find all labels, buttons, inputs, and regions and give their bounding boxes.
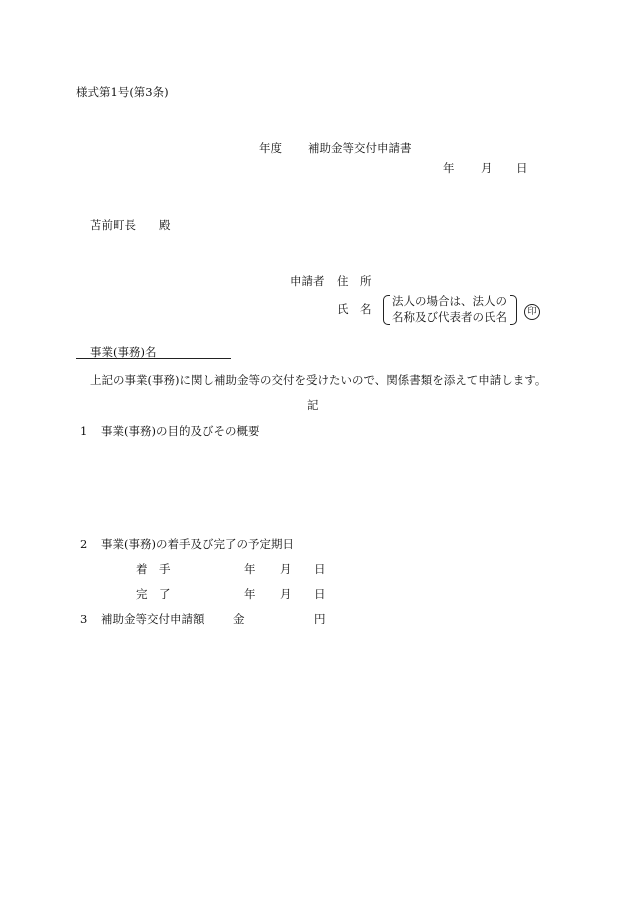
end-year: 年 — [244, 587, 256, 601]
ki-heading: 記 — [307, 398, 319, 412]
item1-label: 事業(事務)の目的及びその概要 — [101, 424, 260, 438]
start-label: 着 手 — [136, 562, 171, 576]
address-label: 住 所 — [337, 274, 372, 288]
name-label: 氏 名 — [337, 302, 372, 316]
date-day: 日 — [516, 161, 528, 175]
start-day: 日 — [314, 562, 326, 576]
item1-number: 1 — [80, 424, 88, 438]
document-title: 補助金等交付申請書 — [308, 141, 412, 155]
end-day: 日 — [314, 587, 326, 601]
request-text: 上記の事業(事務)に関し補助金等の交付を受けたいので、関係書類を添えて申請します。 — [90, 373, 547, 387]
addressee-honorific: 殿 — [159, 218, 171, 232]
corporate-note-line1: 法人の場合は、法人の — [392, 294, 507, 308]
addressee-name: 苫前町長 — [90, 218, 136, 232]
project-name-label: 事業(事務)名 — [90, 345, 157, 359]
start-month: 月 — [280, 562, 292, 576]
item2-label: 事業(事務)の着手及び完了の予定期日 — [101, 537, 294, 551]
item3-number: 3 — [80, 612, 88, 626]
seal-mark: 印 — [524, 304, 540, 320]
amount-prefix: 金 — [233, 612, 245, 626]
start-year: 年 — [244, 562, 256, 576]
left-bracket — [383, 295, 390, 325]
fiscal-year-label: 年度 — [259, 141, 282, 155]
item3-label: 補助金等交付申請額 — [101, 612, 205, 626]
end-label: 完 了 — [136, 587, 171, 601]
item2-number: 2 — [80, 537, 88, 551]
end-month: 月 — [280, 587, 292, 601]
form-number: 様式第1号(第3条) — [76, 85, 169, 99]
right-bracket — [510, 295, 517, 325]
corporate-note-line2: 名称及び代表者の氏名 — [392, 310, 507, 324]
date-year: 年 — [443, 161, 455, 175]
applicant-label: 申請者 — [290, 274, 325, 288]
date-month: 月 — [481, 161, 493, 175]
amount-unit: 円 — [314, 612, 326, 626]
project-name-underline — [76, 358, 231, 359]
